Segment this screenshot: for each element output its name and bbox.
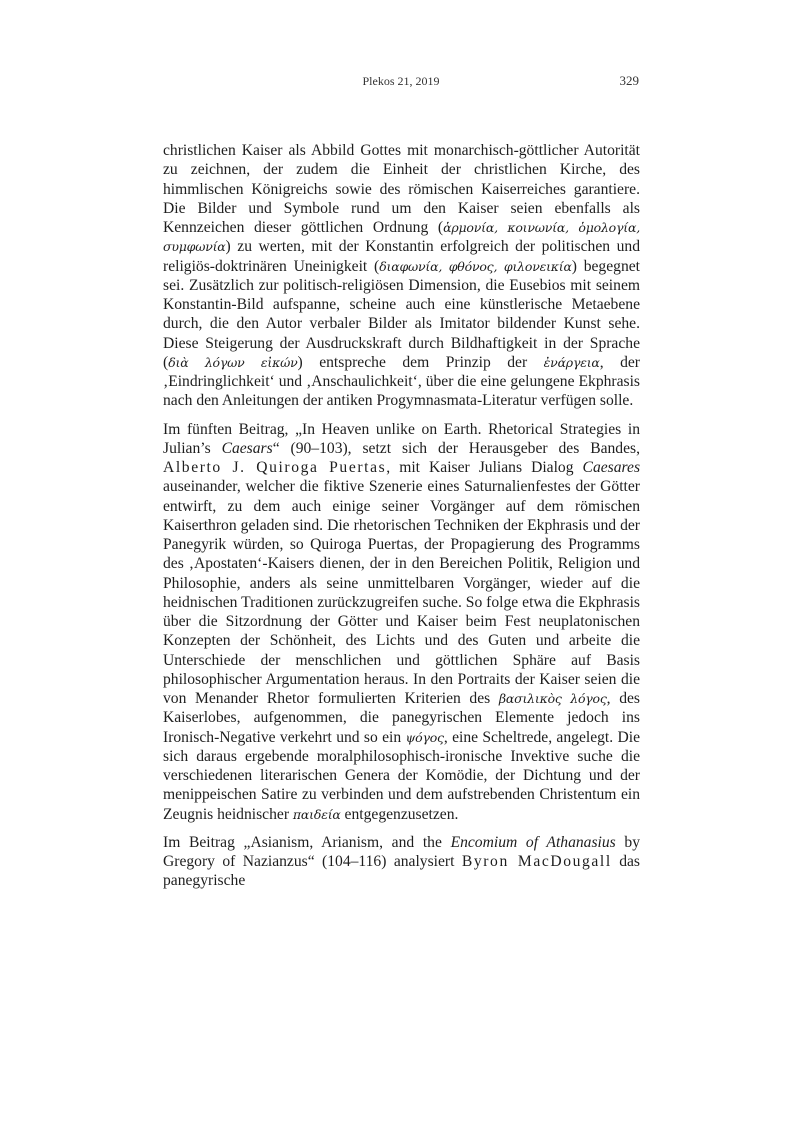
text-run: auseinander, welcher die fiktive Szenerie eines Saturnalienfestes der Götter entwirft, zu dem auch einige seiner Vorgänger auf dem römischen Kaiserthron geladen sind. Die rhetorischen Techniken der Ekphrasis und der Panegyrik würden, so Quiroga Puertas, der Propagierung des Programms des ‚Apostaten‘-Kaisers dienen, der in den Bereichen Politik, Religion und Philosophie, anders als seine unmittelbaren Vorgänger, wieder auf die heidnischen Traditionen zurückzugreifen suche. So folge etwa die Ekphrasis über die Sitzordnung der Götter und Kaiser beim Fest neuplatonischen Konzepten der Schönheit, des Lichts und des Guten und arbeite die Unterschiede der menschlichen und göttlichen Sphäre auf Basis philosophischer Argumentation heraus. In den Portraits der Kaiser seien die von Menander Rhetor formulierten Kriterien des xyxy=(163,478,640,707)
author-name: Byron MacDougall xyxy=(461,853,612,870)
greek-term: διὰ λόγων εἰκών xyxy=(168,354,298,370)
text-run: , mit Kaiser Julians Dialog xyxy=(386,459,583,476)
paragraph-3 xyxy=(163,833,640,891)
text-run: Im Beitrag „Asianism, Arianism, and the xyxy=(163,833,451,851)
text-run: ) entspreche dem Prinzip der xyxy=(297,353,544,371)
greek-term: διαφωνία, φθόνος, φιλονεικία xyxy=(379,258,572,274)
text-run: , des Kaiserlobes, aufgenommen, die panegyrischen Elemente jedoch ins Ironisch-Negative verkehrt und so ein xyxy=(163,690,640,746)
paragraph-1 xyxy=(163,141,640,411)
greek-term: βασιλικὸς λόγος xyxy=(498,691,607,706)
work-title: Caesares xyxy=(582,459,641,476)
greek-term: ἁρμονία, κοινωνία, ὁμολογία, συμφωνία xyxy=(163,220,640,255)
text-run: , der ‚Eindringlichkeit‘ und ‚Anschaulichkeit‘, über die eine gelungene Ekphrasis nach den Anleitungen der antiken Progymnasmata-Literatur verfügen solle. xyxy=(163,353,640,410)
author-name: Alberto J. Quiroga Puertas xyxy=(163,459,387,476)
text-run: by Gregory of Nazianzus“ (104–116) analysiert xyxy=(163,833,641,870)
page-number: 329 xyxy=(619,73,639,88)
running-head xyxy=(163,74,639,92)
greek-term: ψόγος xyxy=(405,729,444,745)
text-run: ) begegnet sei. Zusätzlich zur politisch-religiösen Dimension, die Eusebios mit seinem Konstantin-Bild aufspanne, scheine auch eine künstlerische Metaebene durch, die den Autor verbaler Bilder als Imitator bildender Kunst sehe. Diese Steigerung der Ausdruckskraft durch Bildhaftigkeit in der Sprache ( xyxy=(163,257,640,371)
text-run: Im fünften Beitrag, „In Heaven unlike on Earth. Rhetorical Strategies in Julian’s xyxy=(163,420,640,457)
work-title: Caesars xyxy=(221,439,273,457)
text-run: christlichen Kaiser als Abbild Gottes mit monarchisch-göttlicher Autorität zu zeichnen, der zudem die Einheit der christlichen Kirche, des himmlischen Königreichs sowie des römischen Kaiserreiches garantiere. Die Bilder und Symbole rund um den Kaiser seien ebenfalls als Kennzeichen dieser göttlichen Ordnung ( xyxy=(163,142,640,236)
text-run: , eine Scheltrede, angelegt. Die sich daraus ergebende moralphilosophisch-ironische Invektive suche die verschiedenen literarischen Genera der Komödie, der Dichtung und der menippeischen Satire zu verbinden und dem aufstrebenden Christentum ein Zeugnis heidnischer xyxy=(163,728,640,823)
journal-citation: Plekos 21, 2019 xyxy=(362,74,440,88)
text-run: ) zu werten, mit der Konstantin erfolgreich der politischen und religiös-doktrinären Uneinigkeit ( xyxy=(163,238,640,275)
text-run: entgegenzusetzen. xyxy=(340,805,459,823)
body-text xyxy=(163,141,640,900)
text-run: “ (90–103), setzt sich der Herausgeber des Bandes, xyxy=(272,439,640,457)
paragraph-2 xyxy=(163,420,640,824)
greek-term: ἐνάργεια xyxy=(543,354,600,370)
text-run: das panegyrische xyxy=(163,853,640,890)
work-title: Encomium of Athanasius xyxy=(450,833,616,851)
greek-term: παιδεία xyxy=(292,806,341,822)
